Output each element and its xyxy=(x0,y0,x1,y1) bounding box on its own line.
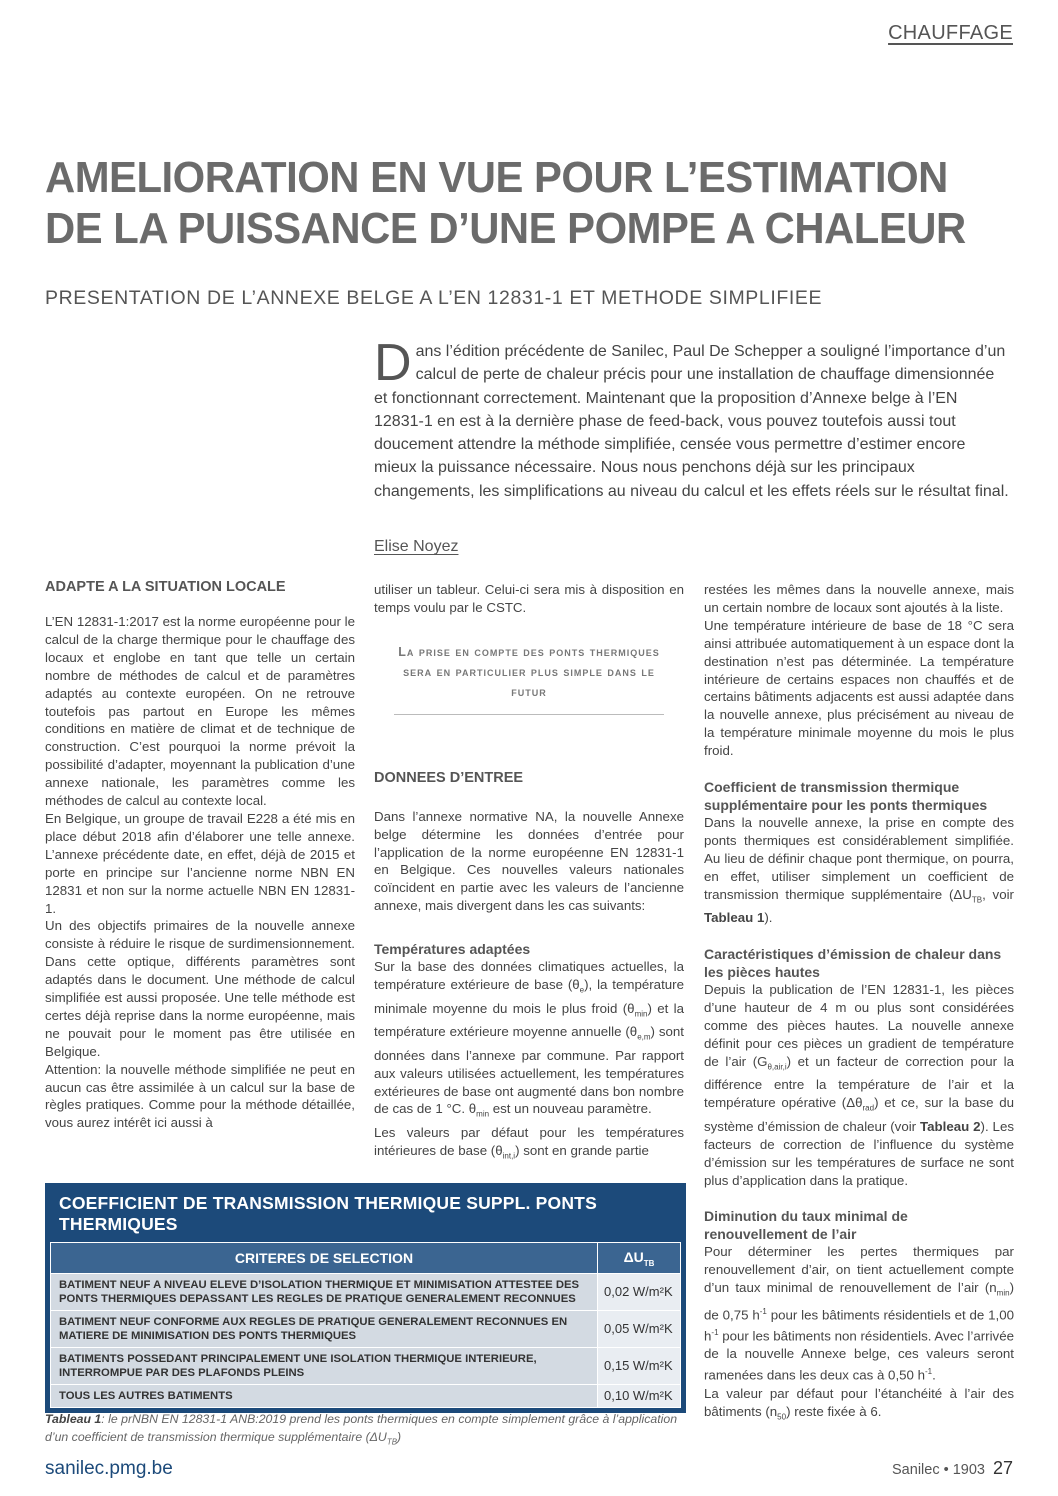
table-cell-value: 0,10 W/m²K xyxy=(598,1385,681,1408)
paragraph-temperatures: Sur la base des données climatiques actuelles, la température extérieure de base $(\theta_e)$, la température minimale moyenne du mois le plus froid $(\theta_{min})$ et la température extérieure moyenne annuelle $(\theta_{e,m})$ sont données dans l’annexe par commune. Par rapport aux valeurs utilisées actuellement, les températures extérieures de base ont augmenté dans bon nombre de cas de 1 °C. $\theta_{min}$ est un nouveau paramètre. xyxy=(374,959,684,1120)
paragraph: En Belgique, un groupe de travail E228 a été mis en place début 2018 afin d’élaborer une telle annexe. L’annexe précédente date, en effet, déjà de 2015 et porte en principe sur l’ancienne norme NBN EN 12831 et non sur la norme actuelle NBN EN 12831-1. xyxy=(45,810,355,916)
paragraph: La valeur par défaut pour l’étanchéité à l’air des bâtiments $(n_{50})$ reste fixée à 6. xyxy=(704,1385,1014,1422)
table-header-criteria: CRITERES DE SELECTION xyxy=(51,1243,598,1274)
subheading-temperatures: Températures adaptées xyxy=(374,941,531,958)
author-name[interactable]: Elise Noyez xyxy=(374,538,459,555)
criteria-table xyxy=(50,1242,681,1408)
paragraph: Pour déterminer les pertes thermiques par renouvellement d’air, on tient actuellement compte d’un taux minimal de renouvellement de l’air $(n_{min})$ de 0,75 $h^{-1}$ pour les bâtiments résidentiels et de 1,00 $h^{-1}$ pour les bâtiments non résidentiels. Avec l’arrivée de la nouvelle Annexe belge, ces valeurs seront ramenées dans les deux cas à 0,50 $h^{-1}$. xyxy=(704,1244,1014,1383)
footer-page-info xyxy=(892,1458,1013,1479)
intro-paragraph xyxy=(374,334,1010,503)
paragraph: Une température intérieure de base de 18 °C sera ainsi attribuée automatiquement à un espace dont la destination n’est pas déterminée. La température intérieure de certains espaces non chauffés et de certains bâtiments adjacents est aussi adaptée dans la nouvelle annexe, plus précisément au niveau de la température minimale moyenne du mois le plus froid. xyxy=(704,617,1014,759)
thermal-bridge-table xyxy=(45,1183,686,1413)
table-row xyxy=(51,1311,681,1348)
section-tag: CHAUFFAGE xyxy=(888,22,1013,44)
page-number: 27 xyxy=(992,1458,1013,1478)
paragraph: L’EN 12831-1:2017 est la norme européenne pour le calcul de la charge thermique pour le chauffage des locaux et englobe en tant que telle un certain nombre de méthodes de calcul et de paramètres adaptés au contexte européen. On ne retrouve toutefois pas partout en Europe les mêmes conditions en matière de climat et de technique de construction. C’est pourquoi la norme prévoit la possibilité d’adapter, moyennant la publication d’une annexe nationale, les paramètres comme les méthodes de calcul au contexte local. xyxy=(45,614,355,809)
table-cell-criteria: BATIMENT NEUF A NIVEAU ELEVE D’ISOLATION THERMIQUE ET MINIMISATION ATTESTEE DES PONTS THERMIQUES DEPASSANT LES REGLES DE PRATIQUE GENERALEMENT RECONNUES xyxy=(51,1274,598,1311)
table-row xyxy=(51,1385,681,1408)
table-cell-criteria: BATIMENTS POSSEDANT PRINCIPALEMENT UNE ISOLATION THERMIQUE INTERIEURE, INTERROMPUE PAR DES PLAFONDS PLEINS xyxy=(51,1348,598,1385)
subheading-renouvellement: Diminution du taux minimal de renouvellement de l’air xyxy=(704,1208,908,1243)
title-line-2: DE LA PUISSANCE D’UNE POMPE A CHALEUR xyxy=(45,204,966,253)
paragraph: Dans la nouvelle annexe, la prise en compte des ponts thermiques est considérablement simplifiée. Au lieu de définir chaque pont thermique, on pourra, en effet, utiliser simplement un coefficient de transmission thermique supplémentaire ($\Delta U_{TB}$, voir Tableau 1). xyxy=(704,815,1014,926)
table-caption: Tableau 1: le prNBN EN 12831-1 ANB:2019 prend les ponts thermiques en compte simplement grâce à l’application d’un coefficient de transmission thermique supplémentaire $(\Delta U_{TB})$ xyxy=(45,1412,678,1447)
table-cell-criteria: TOUS LES AUTRES BATIMENTS xyxy=(51,1385,598,1408)
page-title xyxy=(45,152,976,254)
pull-quote: La prise en compte des ponts thermiques sera en particulier plus simple dans le futur xyxy=(394,642,664,715)
paragraph: Un des objectifs primaires de la nouvelle annexe consiste à réduire le risque de surdimensionnement. Dans cette optique, différents paramètres sont adaptés dans le document. Une méthode de calcul simplifiée est aussi proposée. Une telle méthode est certes déjà reprise dans la norme européenne, mais ne pouvait pour le moment pas être utilisée en Belgique. xyxy=(45,918,355,1059)
dropcap: D xyxy=(374,334,412,392)
footer-website-link[interactable]: sanilec.pmg.be xyxy=(45,1458,173,1479)
table-row xyxy=(51,1348,681,1385)
heading-adapte: ADAPTE A LA SITUATION LOCALE xyxy=(45,579,286,595)
paragraph: Attention: la nouvelle méthode simplifiée ne peut en aucun cas être assimilée à un calcul sur la base de règles pratiques. Comme pour la méthode détaillée, vous aurez intérêt ici aussi à xyxy=(45,1061,355,1131)
title-line-1: AMELIORATION EN VUE POUR L’ESTIMATION xyxy=(45,153,948,202)
table-cell-criteria: BATIMENT NEUF CONFORME AUX REGLES DE PRATIQUE GENERALEMENT RECONNUES EN MATIERE DE MINIMISATION DES PONTS THERMIQUES xyxy=(51,1311,598,1348)
magazine-issue: Sanilec • 1903 xyxy=(892,1462,985,1478)
table-title: COEFFICIENT DE TRANSMISSION THERMIQUE SUPPL. PONTS THERMIQUES xyxy=(59,1193,597,1234)
column-2 xyxy=(374,581,684,1166)
subheading-emission: Caractéristiques d’émission de chaleur dans les pièces hautes xyxy=(704,946,1002,981)
page-subtitle: PRESENTATION DE L’ANNEXE BELGE A L’EN 12831-1 ET METHODE SIMPLIFIEE xyxy=(45,287,823,309)
table-cell-value: 0,02 W/m²K xyxy=(598,1274,681,1311)
paragraph: Les valeurs par défaut pour les températures intérieures de base $(\theta_{int,i})$ sont en grande partie xyxy=(374,1125,684,1161)
table-cell-value: 0,05 W/m²K xyxy=(598,1311,681,1348)
column-1 xyxy=(45,613,355,1132)
paragraph: Depuis la publication de l’EN 12831-1, les pièces d’une hauteur de 4 m ou plus sont considérées comme des pièces hautes. La nouvelle annexe définit pour ces pièces un gradient de température de l’air $(G_{\theta,air,i})$ et un facteur de correction pour la différence entre la température de l’air et la température opérative $(\Delta\theta_{rad})$ et ce, sur la base du système d’émission de chaleur (voir Tableau 2). Les facteurs de correction de l’influence du système d’émission sur les températures de surface ne sont plus d’application dans la pratique. xyxy=(704,982,1015,1188)
intro-text: ans l’édition précédente de Sanilec, Paul De Schepper a souligné l’importance d’un calcul de perte de chaleur précis pour une installation de chauffage dimensionnée et fonctionnant correctement. Maintenant que la proposition d’Annexe belge à l’EN 12831-1 en est à la dernière phase de feed-back, vous pouvez toutefois aussi tout doucement attendre la méthode simplifiée, censée vous permettre d’estimer encore mieux la puissance nécessaire. Nous nous penchons déjà sur les principaux changements, les simplifications au niveau du calcul et les effets réels sur le résultat final. xyxy=(374,343,1009,500)
table-cell-value: 0,15 W/m²K xyxy=(598,1348,681,1385)
paragraph: Dans l’annexe normative NA, la nouvelle Annexe belge détermine les données d’entrée pour l’application de la norme européenne EN 12831-1 en Belgique. Ces nouvelles valeurs nationales coïncident en partie avec les valeurs de l’ancienne annexe, mais divergent dans les cas suivants: xyxy=(374,808,684,914)
paragraph: restées les mêmes dans la nouvelle annexe, mais un certain nombre de locaux sont ajoutés à la liste. xyxy=(704,582,1014,615)
heading-donnees: DONNEES D’ENTREE xyxy=(374,769,524,786)
table-row xyxy=(51,1274,681,1311)
table-header-value: $\Delta U_{TB}$ xyxy=(598,1243,681,1274)
table-ref-link[interactable]: Tableau 1 xyxy=(704,910,765,926)
table-ref-link[interactable]: Tableau 2 xyxy=(920,1118,981,1134)
paragraph: utiliser un tableur. Celui-ci sera mis à disposition en temps voulu par le CSTC. xyxy=(374,582,684,615)
column-3 xyxy=(704,581,1014,1426)
subheading-coefficient: Coefficient de transmission thermique supplémentaire pour les ponts thermiques xyxy=(704,779,988,814)
